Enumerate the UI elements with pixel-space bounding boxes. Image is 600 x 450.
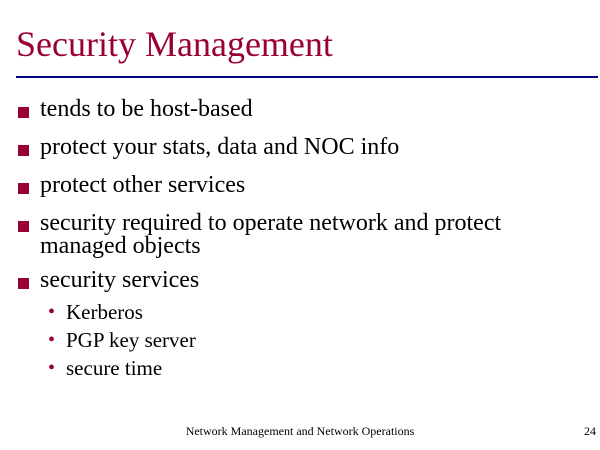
bullet-item	[18, 98, 588, 121]
footer-title: Network Management and Network Operations	[185, 424, 415, 438]
square-bullet-icon	[18, 221, 29, 232]
bullet-text: tends to be host-based	[40, 96, 253, 122]
square-bullet-icon	[18, 183, 29, 194]
square-bullet-icon	[18, 107, 29, 118]
bullet-text: security required to operate network and protect managed objects	[40, 210, 502, 259]
sub-bullet-item	[40, 354, 588, 382]
bullet-text: security services	[40, 267, 200, 293]
sub-bullet-text: secure time	[66, 356, 163, 380]
bullet-item	[18, 136, 588, 159]
bullet-item	[18, 174, 588, 197]
square-bullet-icon	[18, 278, 29, 289]
sub-bullet-item	[40, 298, 588, 326]
bullet-item	[18, 269, 588, 382]
round-bullet-icon: •	[48, 301, 56, 323]
bullet-item	[18, 212, 588, 258]
round-bullet-icon: •	[48, 357, 56, 379]
sub-bullet-list	[40, 298, 588, 382]
sub-bullet-text: PGP key server	[66, 328, 196, 352]
round-bullet-icon: •	[48, 329, 56, 351]
square-bullet-icon	[18, 145, 29, 156]
bullet-list	[18, 98, 588, 397]
bullet-text: protect other services	[40, 172, 246, 198]
slide-title: Security Management	[16, 24, 333, 64]
page-number: 24	[584, 424, 596, 438]
bullet-text: protect your stats, data and NOC info	[40, 134, 400, 160]
sub-bullet-item	[40, 326, 588, 354]
sub-bullet-text: Kerberos	[66, 300, 143, 324]
title-underline	[16, 76, 598, 78]
